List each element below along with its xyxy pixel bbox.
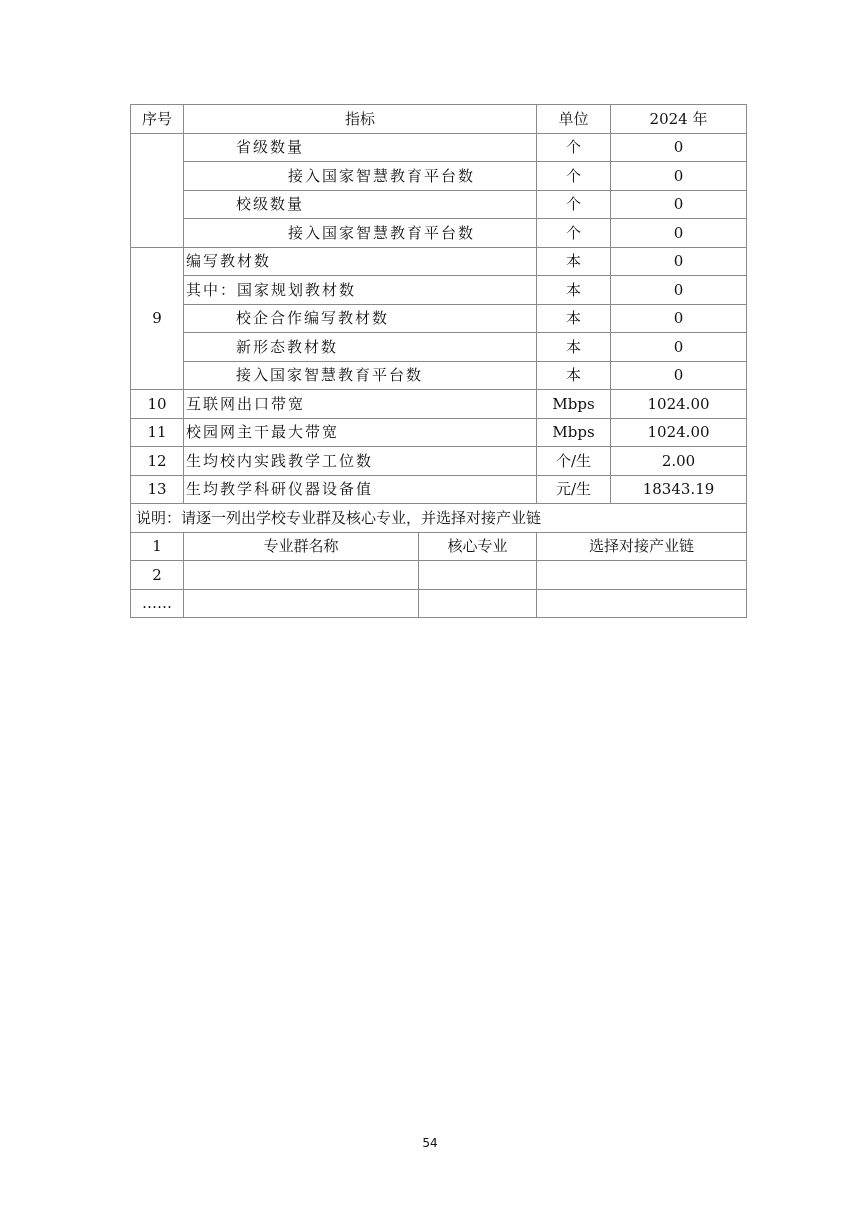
value-cell: 0 — [611, 190, 747, 219]
unit-cell: 个/生 — [537, 447, 611, 476]
table-row — [131, 447, 747, 476]
indicator-label: 生均教学科研仪器设备值 — [184, 475, 537, 504]
indicator-label: 编写教材数 — [184, 247, 537, 276]
header-year: 2024 年 — [611, 105, 747, 134]
page-number: 54 — [422, 1136, 438, 1150]
unit-cell: 本 — [537, 304, 611, 333]
value-cell: 0 — [611, 133, 747, 162]
value-cell: 0 — [611, 219, 747, 248]
seq-cell: 2 — [131, 561, 184, 590]
value-cell: 1024.00 — [611, 418, 747, 447]
seq-cell: 13 — [131, 475, 184, 504]
indicator-label: 接入国家智慧教育平台数 — [184, 219, 537, 248]
table-row — [131, 304, 747, 333]
unit-cell: 元/生 — [537, 475, 611, 504]
unit-cell: 本 — [537, 333, 611, 362]
seq-cell: 12 — [131, 447, 184, 476]
indicator-label: 新形态教材数 — [184, 333, 537, 362]
chain-cell — [537, 589, 747, 618]
table-row — [131, 589, 747, 618]
seq-cell: 9 — [131, 247, 184, 390]
seq-cell: 10 — [131, 390, 184, 419]
indicator-label: 生均校内实践教学工位数 — [184, 447, 537, 476]
table-row — [131, 247, 747, 276]
table-row — [131, 475, 747, 504]
table-row — [131, 561, 747, 590]
table-row — [131, 190, 747, 219]
group-name-cell — [184, 561, 419, 590]
indicator-label: 省级数量 — [184, 133, 537, 162]
value-cell: 0 — [611, 247, 747, 276]
table-row — [131, 276, 747, 305]
core-major-cell — [419, 589, 537, 618]
seq-cell: …… — [131, 589, 184, 618]
value-cell: 0 — [611, 304, 747, 333]
unit-cell: Mbps — [537, 390, 611, 419]
indicator-label: 校级数量 — [184, 190, 537, 219]
seq-cell: 11 — [131, 418, 184, 447]
table-row — [131, 133, 747, 162]
value-cell: 2.00 — [611, 447, 747, 476]
header-unit: 单位 — [537, 105, 611, 134]
group-name-cell — [184, 589, 419, 618]
note-text: 说明：请逐一列出学校专业群及核心专业，并选择对接产业链 — [131, 504, 747, 533]
indicator-label: 接入国家智慧教育平台数 — [184, 361, 537, 390]
indicator-label: 校企合作编写教材数 — [184, 304, 537, 333]
header-seq: 序号 — [131, 105, 184, 134]
indicator-label: 互联网出口带宽 — [184, 390, 537, 419]
table-row — [131, 333, 747, 362]
unit-cell: Mbps — [537, 418, 611, 447]
header-chain: 选择对接产业链 — [537, 532, 747, 561]
header-indicator: 指标 — [184, 105, 537, 134]
table-header-row — [131, 105, 747, 134]
sub-header-row — [131, 532, 747, 561]
unit-cell: 本 — [537, 247, 611, 276]
unit-cell: 个 — [537, 219, 611, 248]
seq-cell: 1 — [131, 532, 184, 561]
note-row — [131, 504, 747, 533]
chain-cell — [537, 561, 747, 590]
unit-cell: 本 — [537, 276, 611, 305]
value-cell: 0 — [611, 162, 747, 191]
table-row — [131, 361, 747, 390]
value-cell: 18343.19 — [611, 475, 747, 504]
indicator-table — [130, 104, 747, 618]
indicator-label: 其中：国家规划教材数 — [184, 276, 537, 305]
value-cell: 1024.00 — [611, 390, 747, 419]
table-row — [131, 418, 747, 447]
core-major-cell — [419, 561, 537, 590]
table-row — [131, 219, 747, 248]
unit-cell: 个 — [537, 190, 611, 219]
value-cell: 0 — [611, 361, 747, 390]
unit-cell: 个 — [537, 133, 611, 162]
table-row — [131, 390, 747, 419]
header-group-name: 专业群名称 — [184, 532, 419, 561]
indicator-label: 校园网主干最大带宽 — [184, 418, 537, 447]
table-row — [131, 162, 747, 191]
value-cell: 0 — [611, 333, 747, 362]
value-cell: 0 — [611, 276, 747, 305]
seq-cell-empty — [131, 133, 184, 247]
indicator-label: 接入国家智慧教育平台数 — [184, 162, 537, 191]
unit-cell: 本 — [537, 361, 611, 390]
header-core-major: 核心专业 — [419, 532, 537, 561]
unit-cell: 个 — [537, 162, 611, 191]
